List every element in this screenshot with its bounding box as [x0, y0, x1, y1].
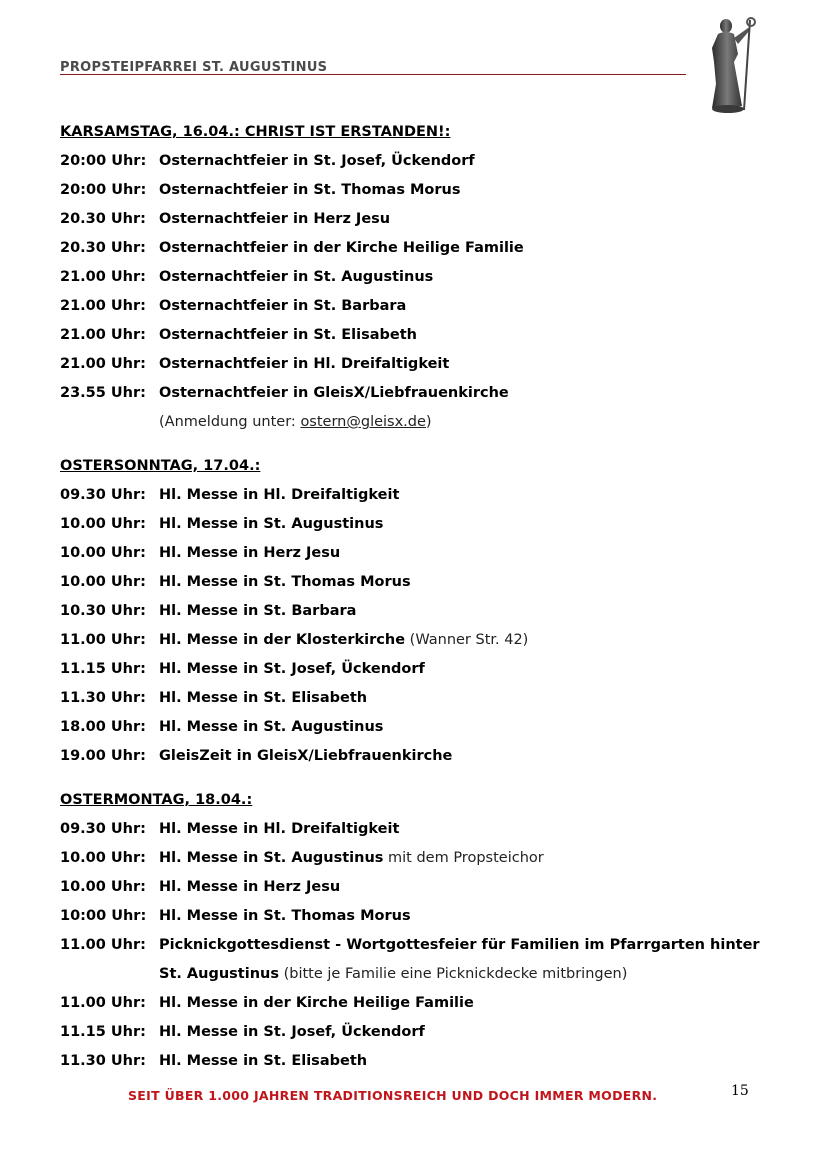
service-time: 10.00 Uhr: [60, 850, 146, 866]
service-description: Hl. Messe in St. Thomas Morus [159, 574, 411, 590]
service-time: 11.15 Uhr: [60, 661, 146, 677]
service-description: Hl. Messe in St. Augustinus [159, 516, 384, 532]
schedule-row [60, 539, 760, 568]
service-time: 10.00 Uhr: [60, 574, 146, 590]
schedule-row [60, 1018, 760, 1047]
service-time: 20:00 Uhr: [60, 182, 147, 198]
service-description: Hl. Messe in Herz Jesu [159, 879, 341, 895]
statue-icon [704, 14, 760, 114]
service-time: 10.00 Uhr: [60, 516, 146, 532]
schedule-row [60, 815, 760, 844]
service-time: 21.00 Uhr: [60, 327, 146, 343]
service-description: Hl. Messe in St. Elisabeth [159, 1053, 368, 1069]
schedule-row [60, 960, 760, 989]
service-time: 21.00 Uhr: [60, 356, 146, 372]
footer-slogan: SEIT ÜBER 1.000 JAHREN TRADITIONSREICH UND DOCH IMMER MODERN. [128, 1088, 658, 1103]
service-time: 11.15 Uhr: [60, 1024, 146, 1040]
service-description: Hl. Messe in St. Thomas Morus [159, 908, 411, 924]
parish-title: PROPSTEIPFARREI ST. AUGUSTINUS [60, 60, 328, 75]
service-description: Osternachtfeier in St. Thomas Morus [159, 182, 461, 198]
service-note: mit dem Propsteichor [383, 850, 544, 866]
schedule-row [60, 147, 760, 176]
schedule-row [60, 989, 760, 1018]
schedule-row [60, 931, 760, 960]
service-description: GleisZeit in GleisX/Liebfrauenkirche [159, 748, 453, 764]
schedule-row [60, 597, 760, 626]
service-time: 20:00 Uhr: [60, 153, 147, 169]
schedule-row [60, 626, 760, 655]
service-description: Osternachtfeier in der Kirche Heilige Familie [159, 240, 524, 256]
service-description: Osternachtfeier in St. Augustinus [159, 269, 434, 285]
service-time: 20.30 Uhr: [60, 211, 146, 227]
service-description: Hl. Messe in Hl. Dreifaltigkeit [159, 487, 400, 503]
section-title: OSTERMONTAG, 18.04.: [60, 792, 253, 808]
service-time: 23.55 Uhr: [60, 385, 146, 401]
registration-suffix: ) [425, 414, 432, 430]
schedule [60, 118, 760, 1076]
service-description: Osternachtfeier in St. Elisabeth [159, 327, 417, 343]
service-time: 11.00 Uhr: [60, 632, 146, 648]
service-description: Osternachtfeier in Hl. Dreifaltigkeit [159, 356, 450, 372]
service-time: 11.30 Uhr: [60, 690, 146, 706]
service-time: 11.00 Uhr: [60, 995, 146, 1011]
service-time: 10.00 Uhr: [60, 545, 146, 561]
service-note: (bitte je Familie eine Picknickdecke mitbringen) [279, 966, 628, 982]
service-time: 21.00 Uhr: [60, 298, 146, 314]
service-time: 10:00 Uhr: [60, 908, 147, 924]
service-time: 11.30 Uhr: [60, 1053, 146, 1069]
service-description: Hl. Messe in Herz Jesu [159, 545, 341, 561]
schedule-row [60, 350, 760, 379]
service-description: Hl. Messe in der Kirche Heilige Familie [159, 995, 474, 1011]
service-description: Hl. Messe in St. Augustinus [159, 850, 384, 866]
registration-prefix: (Anmeldung unter: [159, 414, 301, 430]
schedule-row [60, 321, 760, 350]
page-number: 15 [731, 1083, 749, 1099]
schedule-row [60, 205, 760, 234]
schedule-row [60, 379, 760, 408]
page-header [60, 56, 686, 75]
service-description: Hl. Messe in St. Augustinus [159, 719, 384, 735]
service-time: 10.30 Uhr: [60, 603, 146, 619]
service-description: Hl. Messe in St. Elisabeth [159, 690, 368, 706]
service-time: 21.00 Uhr: [60, 269, 146, 285]
schedule-row [60, 902, 760, 931]
service-time: 10.00 Uhr: [60, 879, 146, 895]
service-description: Osternachtfeier in Herz Jesu [159, 211, 391, 227]
service-description: Hl. Messe in St. Josef, Ückendorf [159, 661, 425, 677]
service-time: 09.30 Uhr: [60, 487, 146, 503]
schedule-row [60, 684, 760, 713]
service-time: 18.00 Uhr: [60, 719, 146, 735]
service-description: Osternachtfeier in St. Josef, Ückendorf [159, 153, 475, 169]
service-description: Hl. Messe in Hl. Dreifaltigkeit [159, 821, 400, 837]
schedule-row [60, 510, 760, 539]
schedule-row [60, 742, 760, 771]
service-time: 19.00 Uhr: [60, 748, 146, 764]
service-description: Hl. Messe in St. Josef, Ückendorf [159, 1024, 425, 1040]
schedule-row [60, 1047, 760, 1076]
section-title: KARSAMSTAG, 16.04.: CHRIST IST ERSTANDEN!: [60, 124, 451, 140]
schedule-row [60, 234, 760, 263]
service-time [60, 960, 159, 989]
schedule-row [60, 292, 760, 321]
section-gap [60, 437, 760, 452]
section-title: OSTERSONNTAG, 17.04.: [60, 458, 261, 474]
schedule-row [60, 873, 760, 902]
service-time: 20.30 Uhr: [60, 240, 146, 256]
service-time: 11.00 Uhr: [60, 937, 146, 953]
schedule-row [60, 263, 760, 292]
schedule-row [60, 655, 760, 684]
service-description: Hl. Messe in der Klosterkirche [159, 632, 406, 648]
schedule-row [60, 844, 760, 873]
service-description: Picknickgottesdienst - Wortgottesfeier für Familien im Pfarrgarten hinter [159, 937, 760, 953]
schedule-row [60, 713, 760, 742]
service-description: Hl. Messe in St. Barbara [159, 603, 357, 619]
service-description: St. Augustinus [159, 966, 279, 982]
service-description: Osternachtfeier in GleisX/Liebfrauenkirche [159, 385, 509, 401]
schedule-row [60, 176, 760, 205]
service-description: Osternachtfeier in St. Barbara [159, 298, 407, 314]
registration-note [60, 408, 760, 437]
section-gap [60, 771, 760, 786]
schedule-row [60, 481, 760, 510]
service-time: 09.30 Uhr: [60, 821, 146, 837]
service-note: (Wanner Str. 42) [405, 632, 529, 648]
schedule-row [60, 568, 760, 597]
registration-email-link[interactable]: ostern@gleisx.de [300, 414, 426, 430]
